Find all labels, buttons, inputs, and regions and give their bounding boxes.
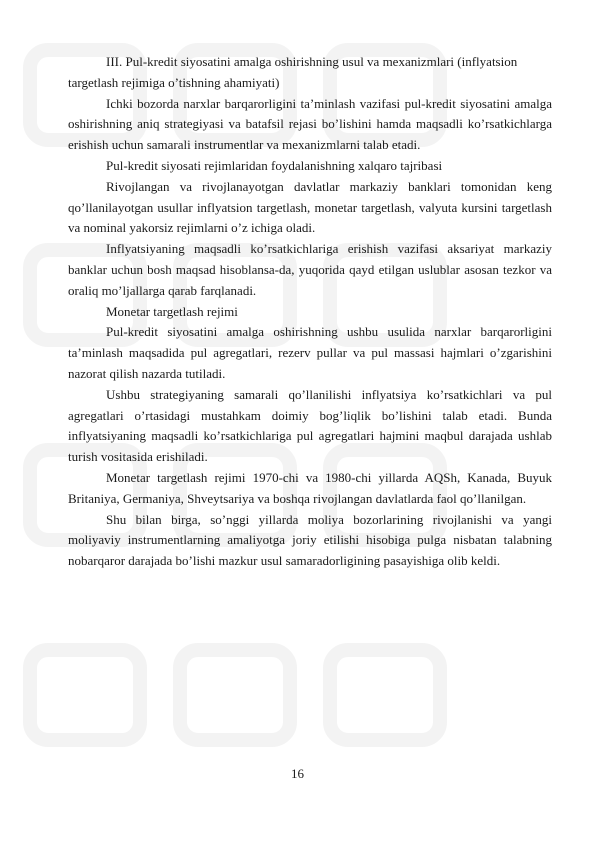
body-paragraph: Monetar targetlash rejimi 1970-chi va 1980-chi yillarda AQSh, Kanada, Buyuk Britaniya, Germaniya, Shveytsariya va boshqa rivojlangan davlatlarda faol qo’llanilgan. (68, 469, 552, 506)
body-paragraph: Ushbu strategiyaning samarali qo’llanilishi inflyatsiya ko’rsatkichlari va pul agregatlari o’rtasidagi mustahkam doimiy bog’liqlik bo’lishini talab etadi. Bunda inflyatsiyaning maqsadli ko’rsatkichlariga pul agregatlari hajmini maqbul darajada ushlab turish vositasida erishiladi. (68, 386, 552, 465)
body-paragraph: Pul-kredit siyosatini amalga oshirishning ushbu usulida narxlar barqarorligini ta’minlash maqsadida pul agregatlari, rezerv pullar va pul massasi hajmlari o’zgarishini nazorat qilish nazarda tutiladi. (68, 324, 552, 381)
section-heading: III. Pul-kredit siyosatini amalga oshirishning usul va mexanizmlari (inflyatsion targetlash rejimiga o’tishning ahamiyati) (68, 54, 518, 90)
subsection-heading: Monetar targetlash rejimi (106, 303, 238, 319)
body-paragraph: Ichki bozorda narxlar barqarorligini ta’minlash vazifasi pul-kredit siyosatini amalga oshirishning aniq strategiyasi va batafsil rejasi bo’lishini hamda maqsadli ko’rsatkichlarga erishish uchun samarali instrumentlar va mexanizmlarni talab etadi. (68, 95, 552, 153)
body-paragraph: Inflyatsiyaning maqsadli ko’rsatkichlariga erishish vazifasi aksariyat markaziy banklar uchun bosh maqsad hisoblansa-da, yuqorida qayd etilgan uslublar asosan tezkor va oraliq mo’ljallarga qarab farqlanadi. (68, 241, 552, 298)
page-number: 16 (291, 766, 304, 781)
body-paragraph: Rivojlangan va rivojlanayotgan davlatlar markaziy banklari tomonidan keng qo’llanilayotgan usullar inflyatsion targetlash, monetar targetlash, valyuta kursini targetlash va nominal yakorsiz rejimlarni o’z ichiga oladi. (68, 178, 552, 236)
subsection-heading: Pul-kredit siyosati rejimlaridan foydalanishning xalqaro tajribasi (106, 157, 443, 173)
document-body (68, 52, 552, 572)
body-paragraph: Shu bilan birga, so’nggi yillarda moliya bozorlarining rivojlanishi va yangi moliyaviy instrumentlarning amaliyotga joriy etilishi hisobiga pulga nisbatan talabning nobarqaror darajada bo’lishi mazkur usul samaradorligining pasayishiga olib keldi. (68, 511, 552, 569)
